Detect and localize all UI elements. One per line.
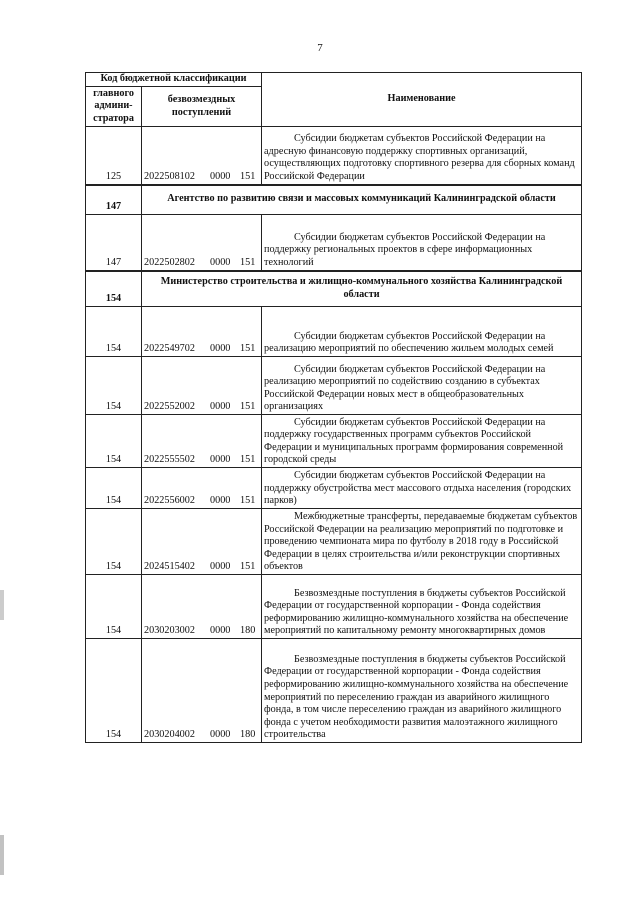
row-name: Субсидии бюджетам субъектов Российской Федерации на поддержку государственных программ субъектов Российской Федерации и муниципальных программ формирования современной городской среды (262, 415, 582, 468)
header-group: Код бюджетной классификации (86, 73, 262, 87)
scan-edge-mark (0, 835, 4, 875)
table-row (86, 357, 582, 415)
row-name: Межбюджетные трансферты, передаваемые бюджетам субъектов Российской Федерации на реализацию мероприятий по подготовке и проведению чемпионата мира по футболу в 2018 году в Российской Федерации в целях строительства и/или реконструкции спортивных объектов (262, 509, 582, 575)
admin-code: 154 (86, 307, 142, 357)
admin-code: 125 (86, 127, 142, 185)
table-row (86, 215, 582, 271)
revenue-code: 2024515402 0000 151 (142, 509, 262, 575)
row-name: Субсидии бюджетам субъектов Российской Федерации на реализацию мероприятий по обеспечению жильем молодых семей (262, 307, 582, 357)
admin-code: 154 (86, 271, 142, 307)
agency-name: Министерство строительства и жилищно-коммунального хозяйства Калининградской области (142, 271, 582, 307)
header-name: Наименование (262, 73, 582, 127)
row-name: Субсидии бюджетам субъектов Российской Федерации на поддержку региональных проектов в сфере информационных технологий (262, 215, 582, 271)
header-revenue: безвозмездных поступлений (142, 87, 262, 127)
table-row (86, 127, 582, 185)
budget-classification-table (85, 72, 582, 743)
agency-name: Агентство по развитию связи и массовых коммуникаций Калининградской области (142, 185, 582, 215)
table-row (86, 575, 582, 639)
row-name: Субсидии бюджетам субъектов Российской Федерации на поддержку обустройства мест массового отдыха населения (городских парков) (262, 468, 582, 509)
table-row (86, 307, 582, 357)
admin-code: 154 (86, 357, 142, 415)
revenue-code: 2022549702 0000 151 (142, 307, 262, 357)
admin-code: 147 (86, 215, 142, 271)
agency-row (86, 271, 582, 307)
revenue-code: 2022555502 0000 151 (142, 415, 262, 468)
table-row (86, 415, 582, 468)
revenue-code: 2030203002 0000 180 (142, 575, 262, 639)
page-number: 7 (317, 42, 323, 54)
revenue-code: 2022508102 0000 151 (142, 127, 262, 185)
table-row (86, 509, 582, 575)
row-name: Субсидии бюджетам субъектов Российской Федерации на адресную финансовую поддержку спортивных организаций, осуществляющих подготовку спортивного резерва для сборных команд Российской Федерации (262, 127, 582, 185)
admin-code: 147 (86, 185, 142, 215)
header-admin: главного админи-стратора (86, 87, 142, 127)
table-row (86, 468, 582, 509)
table-row (86, 639, 582, 743)
revenue-code: 2030204002 0000 180 (142, 639, 262, 743)
agency-row (86, 185, 582, 215)
row-name: Безвозмездные поступления в бюджеты субъектов Российской Федерации от государственной корпорации - Фонда содействия реформированию жилищно-коммунального хозяйства на обеспечение мероприятий по капитальному ремонту многоквартирных домов (262, 575, 582, 639)
revenue-code: 2022502802 0000 151 (142, 215, 262, 271)
row-name: Субсидии бюджетам субъектов Российской Федерации на реализацию мероприятий по содействию созданию в субъектах Российской Федерации новых мест в общеобразовательных организациях (262, 357, 582, 415)
admin-code: 154 (86, 415, 142, 468)
revenue-code: 2022552002 0000 151 (142, 357, 262, 415)
table-header-row (86, 73, 582, 87)
row-name: Безвозмездные поступления в бюджеты субъектов Российской Федерации от государственной корпорации - Фонда содействия реформированию жилищно-коммунального хозяйства на обеспечение мероприятий по переселению граждан из аварийного жилищного фонда, в том числе переселению граждан из аварийного жилищного фонда с учетом необходимости развития малоэтажного жилищного строительства (262, 639, 582, 743)
scan-edge-mark (0, 590, 4, 620)
admin-code: 154 (86, 639, 142, 743)
admin-code: 154 (86, 468, 142, 509)
admin-code: 154 (86, 575, 142, 639)
admin-code: 154 (86, 509, 142, 575)
revenue-code: 2022556002 0000 151 (142, 468, 262, 509)
